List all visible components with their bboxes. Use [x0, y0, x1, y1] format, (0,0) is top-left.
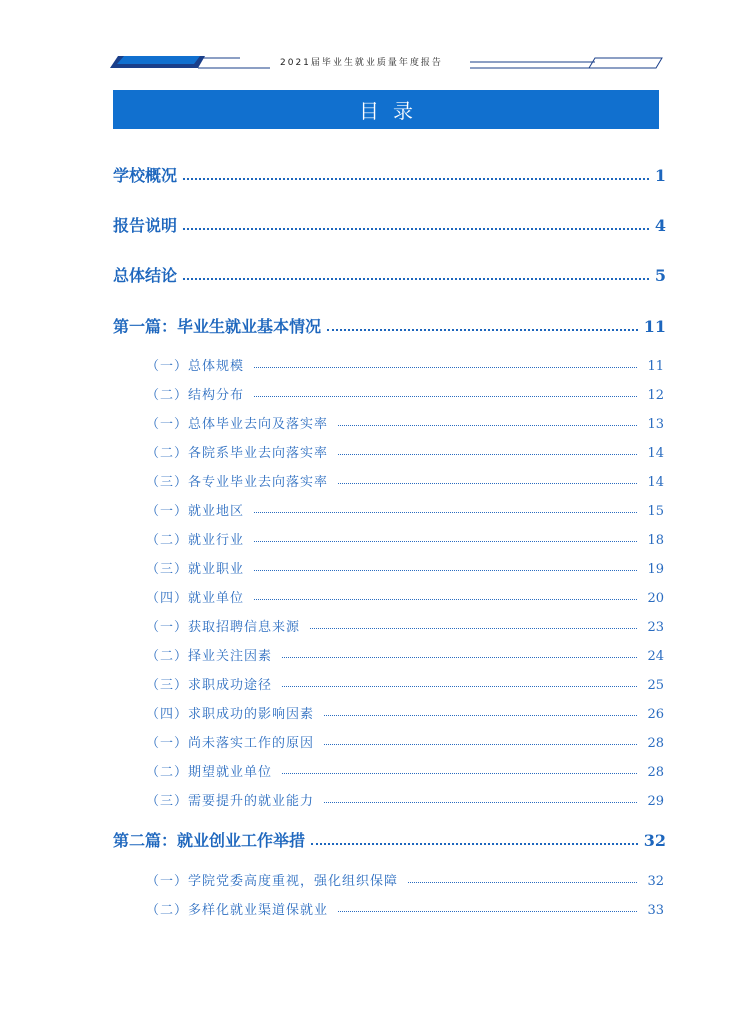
leader-dots: [254, 367, 637, 368]
toc-subentry-page: 11: [647, 359, 664, 374]
toc-subentry-label: （三）求职成功途径: [146, 678, 273, 693]
toc-subentry-label: （二）结构分布: [146, 388, 245, 403]
toc-subentry-page: 12: [647, 388, 664, 403]
leader-dots: [183, 228, 649, 230]
toc-subentry-page: 28: [647, 736, 664, 751]
leader-dots: [254, 541, 637, 542]
leader-dots: [282, 686, 637, 687]
toc-subentry-page: 15: [647, 504, 664, 519]
toc-subentry[interactable]: [146, 413, 664, 432]
toc-subentry[interactable]: [146, 899, 664, 918]
toc-subentry-label: （三）各专业毕业去向落实率: [146, 475, 329, 490]
toc-subentry-page: 25: [647, 678, 664, 693]
toc-entry-page: 4: [654, 216, 666, 235]
toc-chapter-label: 第二篇：就业创业工作举措: [113, 831, 306, 850]
leader-dots: [408, 882, 637, 883]
leader-dots: [310, 628, 637, 629]
leader-dots: [254, 512, 637, 513]
toc-chapter-1[interactable]: [113, 314, 666, 337]
toc-entry-overall-conclusion[interactable]: [113, 263, 666, 286]
toc-banner: [113, 90, 659, 129]
leader-dots: [324, 802, 637, 803]
leader-dots: [338, 454, 637, 455]
leader-dots: [282, 773, 637, 774]
toc-entry-page: 5: [654, 266, 666, 285]
toc-entry-label: 报告说明: [113, 216, 178, 235]
toc-subentry-label: （二）就业行业: [146, 533, 245, 548]
toc-subentry[interactable]: [146, 558, 664, 577]
page-header: [0, 0, 754, 80]
toc-entry-school-overview[interactable]: [113, 163, 666, 186]
toc-chapter-page: 32: [643, 831, 666, 850]
toc-entry-page: 1: [654, 166, 666, 185]
leader-dots: [254, 599, 637, 600]
toc-subentry-page: 13: [647, 417, 664, 432]
toc-subentry-label: （三）需要提升的就业能力: [146, 794, 315, 809]
leader-dots: [311, 843, 638, 845]
toc-subentry-label: （二）各院系毕业去向落实率: [146, 446, 329, 461]
toc-subentry[interactable]: [146, 674, 664, 693]
toc-subentry-page: 28: [647, 765, 664, 780]
toc-subentry-page: 32: [647, 874, 664, 889]
toc-subentry-label: （三）就业职业: [146, 562, 245, 577]
toc-subentry[interactable]: [146, 500, 664, 519]
toc-entry-label: 学校概况: [113, 166, 178, 185]
toc-subentry-page: 26: [647, 707, 664, 722]
toc-subentry-page: 23: [647, 620, 664, 635]
toc-subentry[interactable]: [146, 355, 664, 374]
toc-subentry-label: （一）总体毕业去向及落实率: [146, 417, 329, 432]
toc-entry-label: 总体结论: [113, 266, 178, 285]
toc-subentry-page: 33: [647, 903, 664, 918]
toc-chapter-page: 11: [643, 317, 666, 336]
toc-chapter-2[interactable]: [113, 828, 666, 851]
toc-subentry-label: （二）期望就业单位: [146, 765, 273, 780]
toc-subentry[interactable]: [146, 761, 664, 780]
toc-subentry[interactable]: [146, 442, 664, 461]
toc-subentry-label: （一）就业地区: [146, 504, 245, 519]
leader-dots: [327, 329, 638, 331]
toc-subentry-page: 19: [647, 562, 664, 577]
toc-subentry[interactable]: [146, 471, 664, 490]
leader-dots: [254, 396, 637, 397]
toc-subentry[interactable]: [146, 529, 664, 548]
leader-dots: [324, 715, 637, 716]
toc-subentry-label: （二）多样化就业渠道保就业: [146, 903, 329, 918]
toc-chapter-label: 第一篇：毕业生就业基本情况: [113, 317, 322, 336]
toc-subentry[interactable]: [146, 790, 664, 809]
toc-subentry-page: 20: [647, 591, 664, 606]
report-title: 2021届毕业生就业质量年度报告: [280, 58, 443, 68]
toc-subentry[interactable]: [146, 732, 664, 751]
toc-subentry[interactable]: [146, 384, 664, 403]
toc-subentry[interactable]: [146, 587, 664, 606]
toc-subentry-page: 14: [647, 446, 664, 461]
toc-subentry-page: 29: [647, 794, 664, 809]
toc-subentry-label: （一）获取招聘信息来源: [146, 620, 301, 635]
toc-subentry-label: （二）择业关注因素: [146, 649, 273, 664]
toc-subentry-label: （四）就业单位: [146, 591, 245, 606]
toc-subentry-label: （一）总体规模: [146, 359, 245, 374]
toc-subentry-page: 24: [647, 649, 664, 664]
header-decoration: [0, 0, 754, 80]
toc-entry-report-notes[interactable]: [113, 213, 666, 236]
toc-subentry-page: 14: [647, 475, 664, 490]
leader-dots: [282, 657, 637, 658]
toc-subentry[interactable]: [146, 645, 664, 664]
leader-dots: [324, 744, 637, 745]
toc-subentry-page: 18: [647, 533, 664, 548]
leader-dots: [338, 911, 637, 912]
toc-subentry[interactable]: [146, 616, 664, 635]
leader-dots: [183, 178, 649, 180]
toc-subentry[interactable]: [146, 870, 664, 889]
leader-dots: [338, 425, 637, 426]
toc-title: 目录: [359, 99, 427, 123]
toc-subentry-label: （四）求职成功的影响因素: [146, 707, 315, 722]
leader-dots: [183, 278, 649, 280]
toc-subentry[interactable]: [146, 703, 664, 722]
toc-subentry-label: （一）学院党委高度重视，强化组织保障: [146, 874, 399, 889]
leader-dots: [254, 570, 637, 571]
toc-subentry-label: （一）尚未落实工作的原因: [146, 736, 315, 751]
leader-dots: [338, 483, 637, 484]
